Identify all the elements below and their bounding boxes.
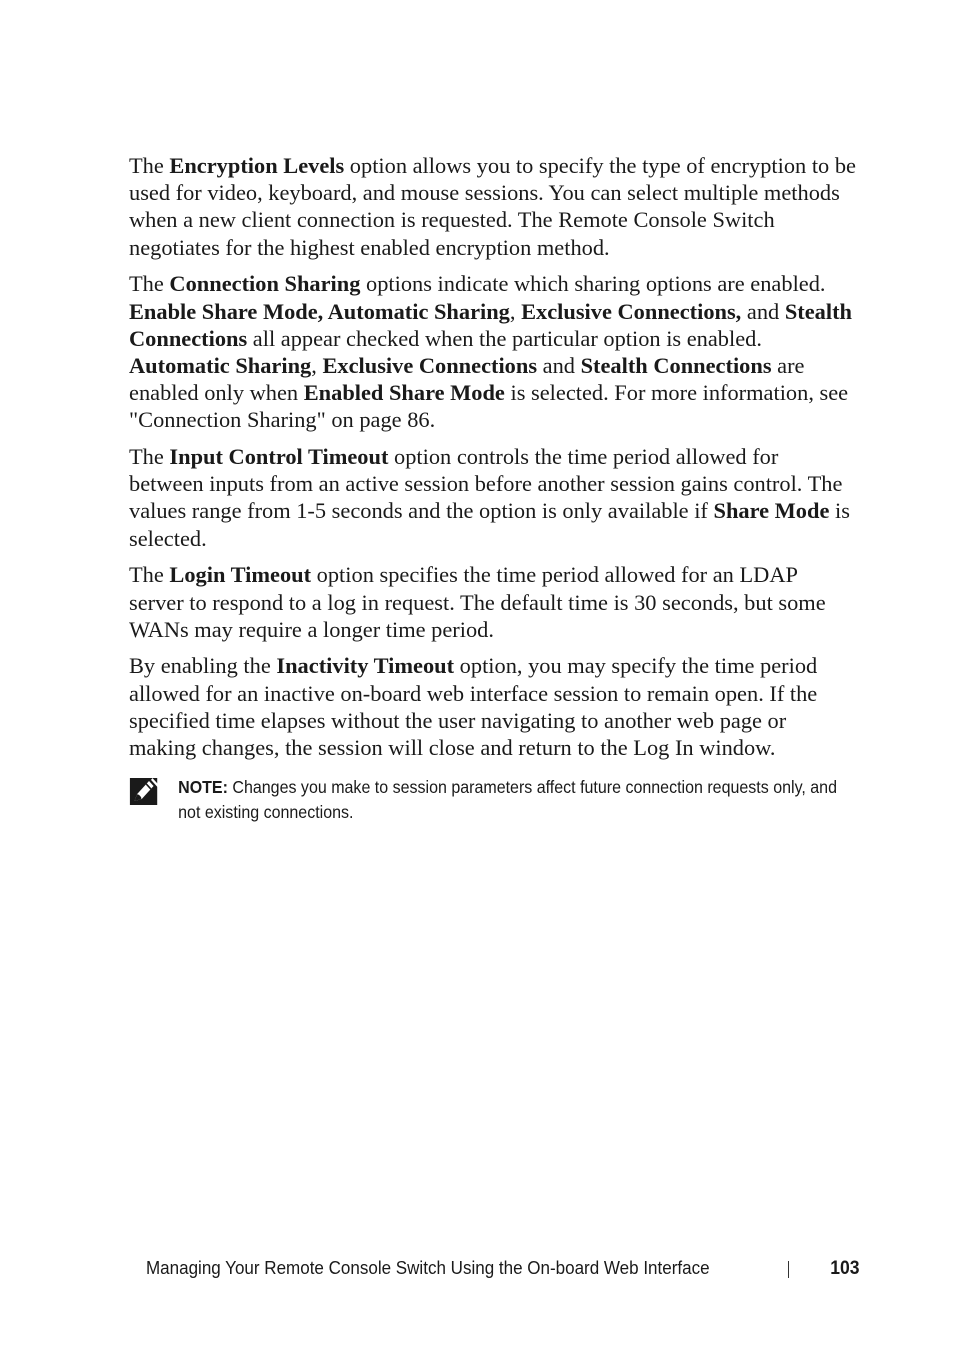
paragraph-encryption-levels: The Encryption Levels option allows you to specify the type of encryption to be used for video, keyboard, and mouse sessions. You can select multiple methods when a new client connection is requested. The Remote Console Switch negotiates for the highest enabled encryption method. [129,153,856,260]
note-block [129,775,857,825]
page-number: 103 [830,1257,860,1279]
term-share-mode: Share Mode [713,498,830,524]
term-enable-share-mode: Enable Share Mode, Automatic Sharing [129,298,510,324]
term-enabled-share-mode: Enabled Share Mode [303,380,505,406]
footer-separator [788,1261,789,1278]
term-stealth-connections-2: Stealth Connections [580,352,772,378]
paragraph-input-control-timeout: The Input Control Timeout option controls the time period allowed for between inputs from an active session before another session gains control. The values range from 1-5 seconds and the option is only available if Share Mode is selected. [129,444,850,551]
footer-chapter-title: Managing Your Remote Console Switch Using the On-board Web Interface [146,1257,710,1278]
page-footer [146,1255,862,1283]
paragraph-inactivity-timeout: By enabling the Inactivity Timeout option, you may specify the time period allowed for an inactive on-board web interface session to remain open. If the specified time elapses without the user navigating to another web page or making changes, the session will close and return to the Log In window. [129,653,818,761]
term-connection-sharing: Connection Sharing [169,271,361,297]
note-pencil-icon [129,777,160,807]
term-input-control-timeout: Input Control Timeout [169,444,389,470]
term-exclusive-connections-2: Exclusive Connections [322,352,538,378]
paragraph-connection-sharing: The Connection Sharing options indicate which sharing options are enabled. Enable Share Mode, Automatic Sharing, Exclusive Connections, and Stealth Connections all appear checked when the particular option is enabled. Automatic Sharing, Exclusive Connections and Stealth Connections are enabled only when Enabled Share Mode is selected. For more information, see "Connection Sharing" on page 86. [129,271,853,433]
term-stealth-connections: Stealth Connections [129,298,853,351]
term-inactivity-timeout: Inactivity Timeout [276,653,455,679]
note-text: NOTE: Changes you make to session parameters affect future connection requests only, and not existing connections. [178,777,837,822]
term-login-timeout: Login Timeout [169,562,312,588]
paragraph-login-timeout: The Login Timeout option specifies the time period allowed for an LDAP server to respond to a log in request. The default time is 30 seconds, but some WANs may require a longer time period. [129,562,826,642]
term-encryption-levels: Encryption Levels [169,153,345,178]
note-label: NOTE: [178,777,228,797]
body-text [129,152,857,771]
term-automatic-sharing: Automatic Sharing [129,352,312,378]
term-exclusive-connections: Exclusive Connections, [521,298,742,324]
